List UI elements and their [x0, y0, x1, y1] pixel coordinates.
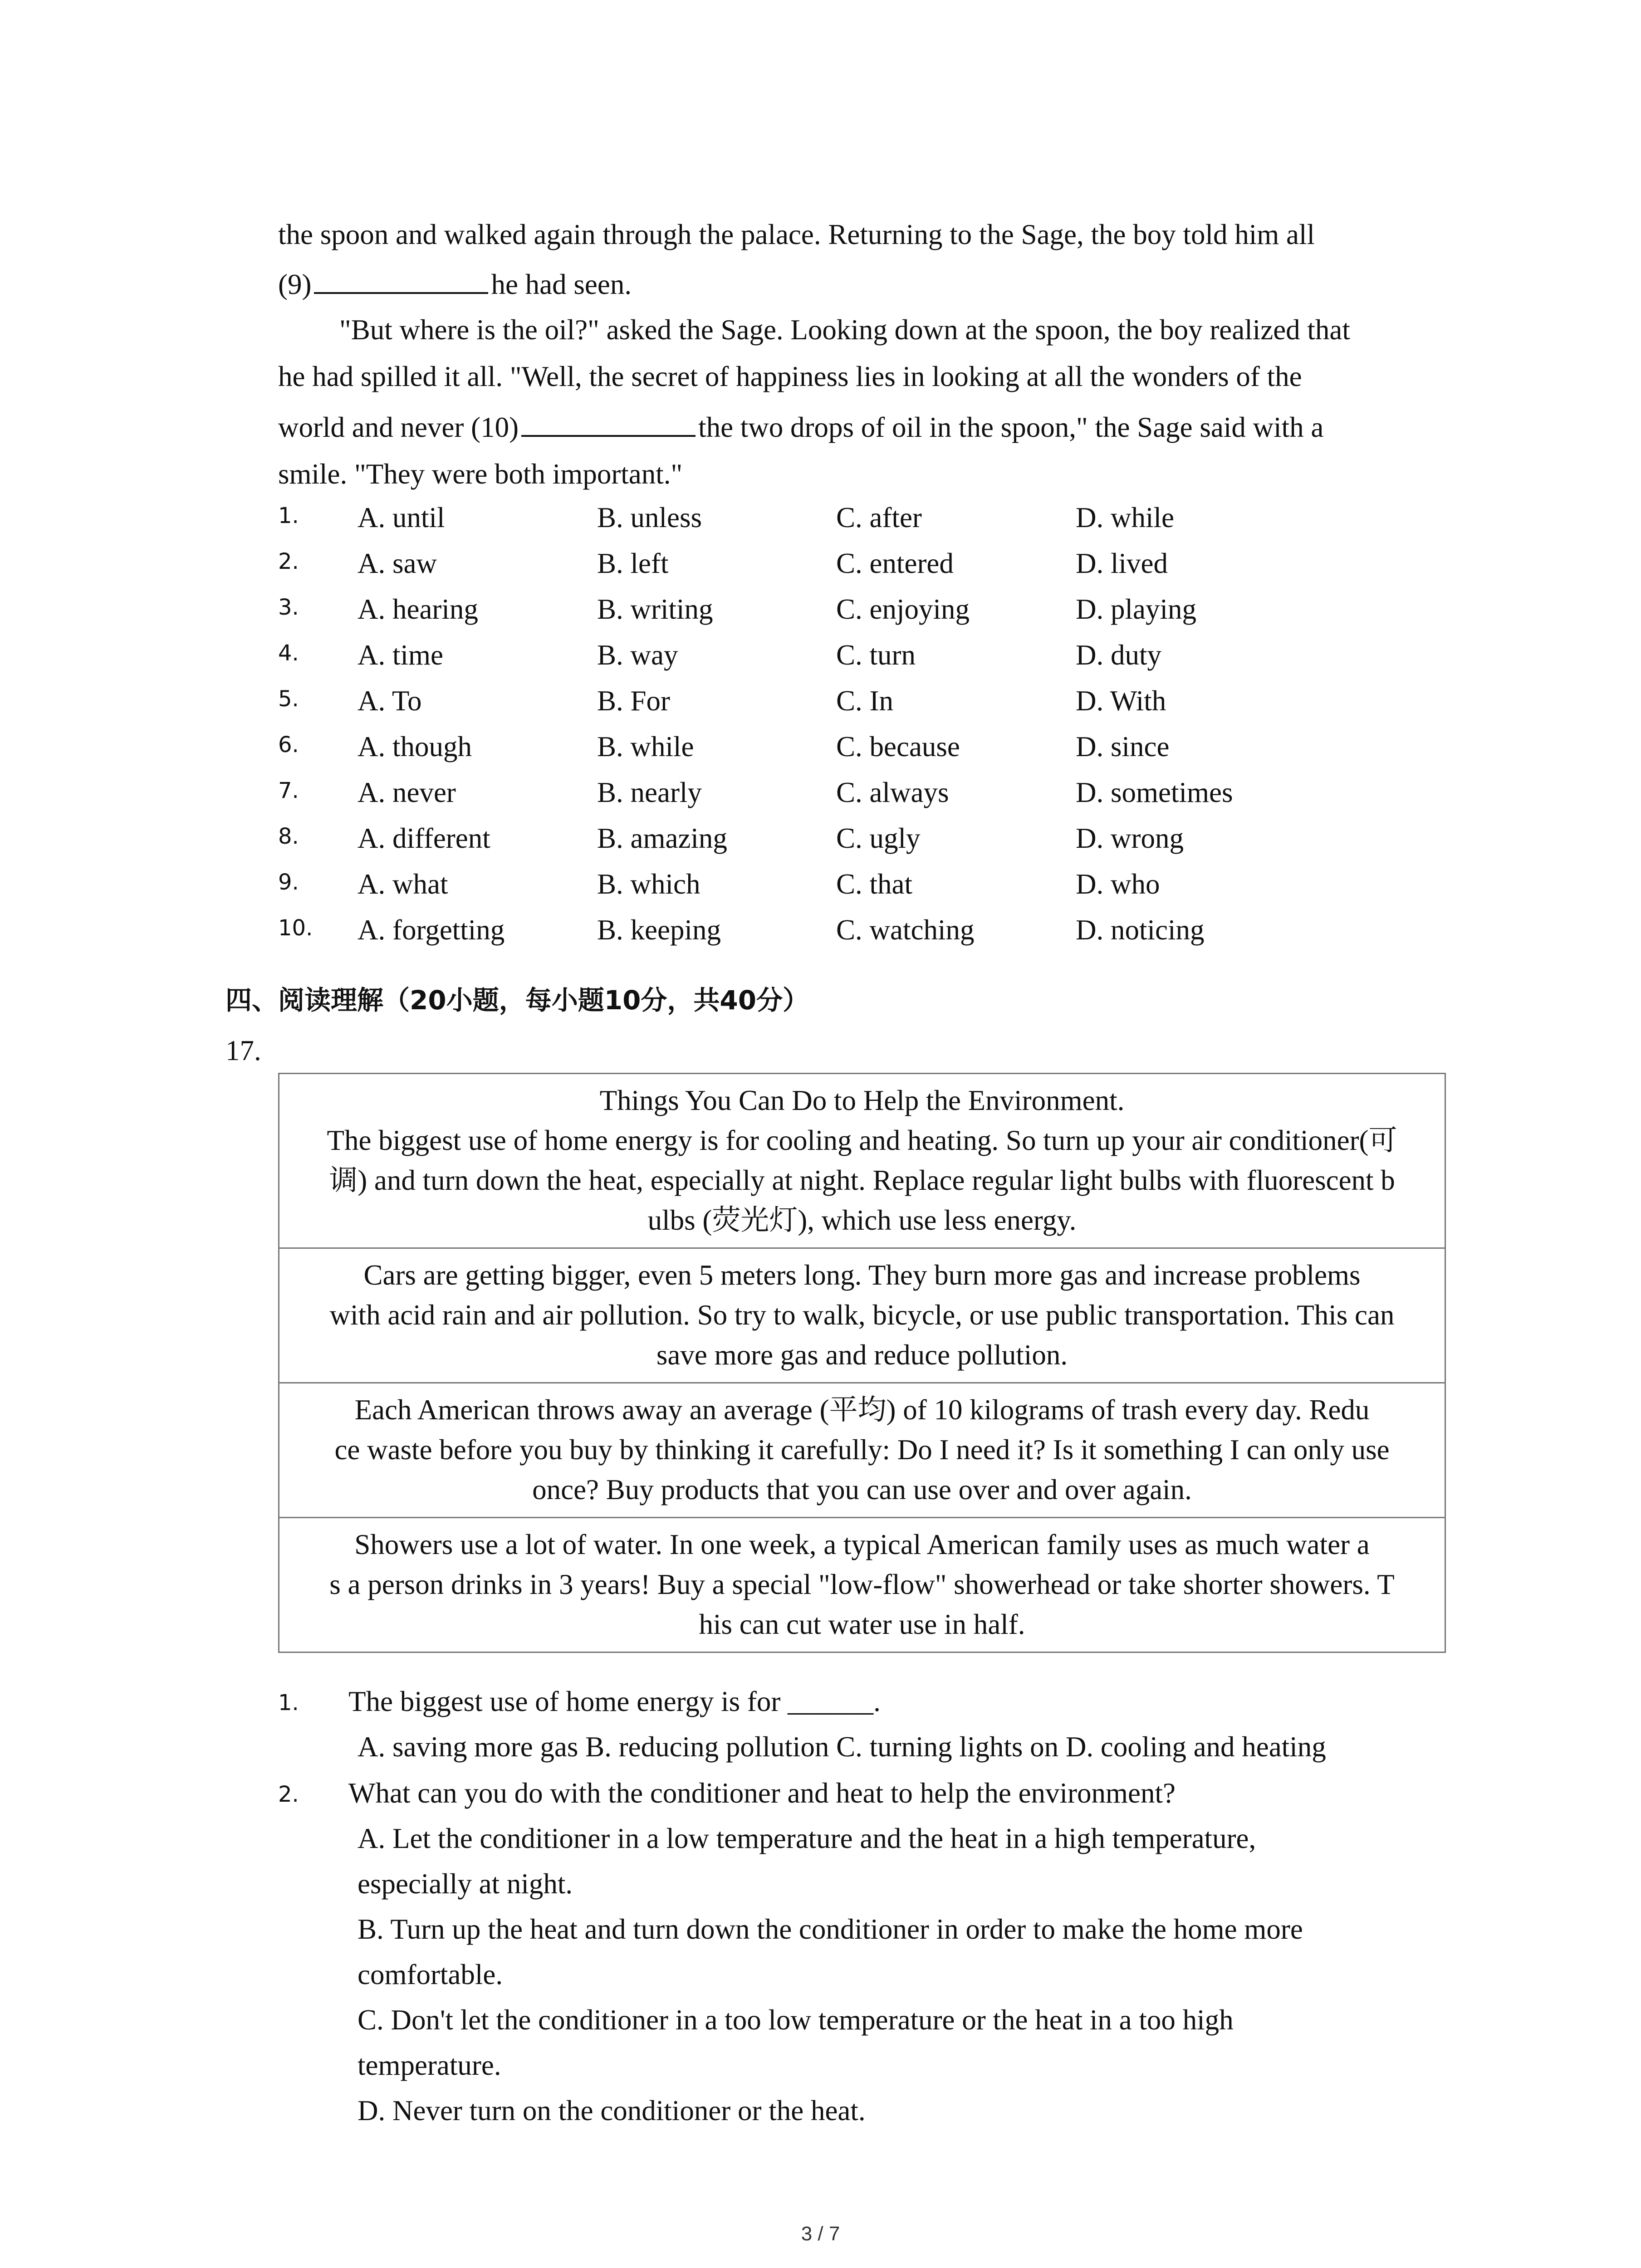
option-d: D. With: [1076, 685, 1166, 717]
question-2-option-c: C. Don't let the conditioner in a too low temperature or the heat in a too high: [358, 2004, 1234, 2036]
option-b: B. which: [597, 868, 700, 900]
option-d: D. wrong: [1076, 822, 1184, 854]
cell-line: with acid rain and air pollution. So try to walk, bicycle, or use public transportation. This can: [329, 1299, 1395, 1331]
page-number: 3 / 7: [801, 2223, 840, 2245]
option-d: D. duty: [1076, 639, 1161, 671]
question-2-option-c-cont: temperature.: [358, 2049, 501, 2081]
table-cell-energy: [279, 1074, 1445, 1247]
option-c: C. because: [836, 731, 960, 763]
cloze-option-row: [0, 639, 1641, 684]
option-b: B. while: [597, 731, 694, 763]
option-b: B. unless: [597, 502, 702, 533]
passage-line-6: smile. "They were both important.": [278, 458, 683, 490]
option-b: B. nearly: [597, 777, 702, 808]
passage-line-5: [278, 410, 1323, 445]
passage-line-3: "But where is the oil?" asked the Sage. Looking down at the spoon, the boy realized that: [339, 314, 1350, 346]
option-d: D. who: [1076, 868, 1160, 900]
cell-line: ulbs (荧光灯), which use less energy.: [647, 1204, 1077, 1236]
cell-line: s a person drinks in 3 years! Buy a special "low-flow" showerhead or take shorter showers. T: [329, 1569, 1395, 1600]
option-number: 7.: [278, 778, 299, 803]
cloze-option-row: [0, 822, 1641, 868]
table-cell-trash: [279, 1382, 1445, 1517]
option-number: 6.: [278, 732, 299, 758]
passage-line-5-start: world and never (10): [278, 411, 519, 443]
question-1-options: A. saving more gas B. reducing pollution C. turning lights on D. cooling and heating: [358, 1731, 1326, 1763]
cloze-option-row: [0, 684, 1641, 730]
option-b: B. left: [597, 547, 669, 579]
option-a: A. forgetting: [358, 914, 505, 946]
section-heading: 四、阅读理解（20小题，每小题10分，共40分）: [225, 985, 809, 1016]
option-d: D. playing: [1076, 593, 1196, 625]
option-number: 8.: [278, 824, 299, 849]
question-2-option-a-cont: especially at night.: [358, 1868, 573, 1900]
cell-line: once? Buy products that you can use over and over again.: [532, 1474, 1192, 1505]
cloze-option-row: [0, 868, 1641, 914]
option-number: 5.: [278, 686, 299, 712]
option-d: D. lived: [1076, 547, 1168, 579]
option-c: C. ugly: [836, 822, 921, 854]
option-c: C. watching: [836, 914, 975, 946]
blank-10: [521, 411, 696, 437]
option-number: 2.: [278, 549, 299, 574]
option-d: D. since: [1076, 731, 1170, 763]
option-a: A. time: [358, 639, 443, 671]
option-d: D. noticing: [1076, 914, 1205, 946]
option-a: A. saw: [358, 547, 437, 579]
cloze-option-row: [0, 547, 1641, 593]
cell-line: Each American throws away an average (平均) of 10 kilograms of trash every day. Redu: [354, 1394, 1370, 1426]
table-cell-water: [279, 1517, 1445, 1652]
passage-line-1: the spoon and walked again through the palace. Returning to the Sage, the boy told him all: [278, 219, 1315, 250]
option-a: A. hearing: [358, 593, 478, 625]
cell-line: Cars are getting bigger, even 5 meters long. They burn more gas and increase problems: [363, 1259, 1361, 1291]
question-2-option-d: D. Never turn on the conditioner or the heat.: [358, 2095, 866, 2126]
option-c: C. enjoying: [836, 593, 970, 625]
cloze-option-row: [0, 730, 1641, 776]
cell-line: Showers use a lot of water. In one week, a typical American family uses as much water a: [354, 1529, 1370, 1560]
cell-line: ce waste before you buy by thinking it carefully: Do I need it? Is it something I can only use: [334, 1434, 1390, 1466]
option-c: C. that: [836, 868, 912, 900]
option-c: C. entered: [836, 547, 954, 579]
question-number: 17.: [225, 1035, 261, 1066]
option-b: B. way: [597, 639, 678, 671]
option-b: B. writing: [597, 593, 713, 625]
cloze-option-row: [0, 776, 1641, 822]
option-b: B. amazing: [597, 822, 727, 854]
option-b: B. For: [597, 685, 671, 717]
passage-line-2-text: he had seen.: [491, 269, 632, 300]
question-2-option-b-cont: comfortable.: [358, 1959, 503, 1990]
option-c: C. always: [836, 777, 949, 808]
blank-9-label: (9): [278, 269, 312, 300]
option-a: A. never: [358, 777, 456, 808]
passage-line-4: he had spilled it all. "Well, the secret of happiness lies in looking at all the wonders of the: [278, 361, 1302, 392]
question-1-stem: The biggest use of home energy is for ______.: [348, 1686, 881, 1717]
question-1-number: 1.: [278, 1690, 299, 1716]
option-d: D. sometimes: [1076, 777, 1233, 808]
cloze-option-row: [0, 593, 1641, 639]
environment-tips-table: [278, 1073, 1446, 1653]
option-b: B. keeping: [597, 914, 721, 946]
option-a: A. To: [358, 685, 422, 717]
option-number: 9.: [278, 870, 299, 895]
option-number: 1.: [278, 503, 299, 528]
cell-line: The biggest use of home energy is for cooling and heating. So turn up your air conditioner(可: [327, 1124, 1397, 1156]
question-2-option-b: B. Turn up the heat and turn down the conditioner in order to make the home more: [358, 1913, 1303, 1945]
passage-line-5-end: the two drops of oil in the spoon," the Sage said with a: [698, 411, 1324, 443]
option-number: 3.: [278, 595, 299, 620]
option-c: C. In: [836, 685, 893, 717]
question-2-stem: What can you do with the conditioner and heat to help the environment?: [348, 1777, 1176, 1809]
option-a: A. until: [358, 502, 445, 533]
cell-line: 调) and turn down the heat, especially at night. Replace regular light bulbs with fluorescent b: [329, 1164, 1395, 1196]
option-c: C. turn: [836, 639, 916, 671]
blank-9: [314, 269, 488, 294]
option-c: C. after: [836, 502, 922, 533]
cell-line: his can cut water use in half.: [699, 1608, 1025, 1640]
table-title: Things You Can Do to Help the Environment.: [599, 1085, 1125, 1116]
cloze-option-row: [0, 501, 1641, 547]
option-number: 4.: [278, 640, 299, 666]
option-a: A. though: [358, 731, 472, 763]
question-2-option-a: A. Let the conditioner in a low temperature and the heat in a high temperature,: [358, 1823, 1256, 1854]
table-cell-cars: [279, 1247, 1445, 1382]
option-number: 10.: [278, 915, 313, 941]
question-2-number: 2.: [278, 1782, 299, 1807]
option-d: D. while: [1076, 502, 1174, 533]
cell-line: save more gas and reduce pollution.: [656, 1339, 1068, 1371]
passage-line-2: [278, 267, 632, 303]
option-a: A. what: [358, 868, 448, 900]
option-a: A. different: [358, 822, 490, 854]
cloze-option-row: [0, 914, 1641, 959]
cloze-options-list: [0, 501, 1641, 959]
